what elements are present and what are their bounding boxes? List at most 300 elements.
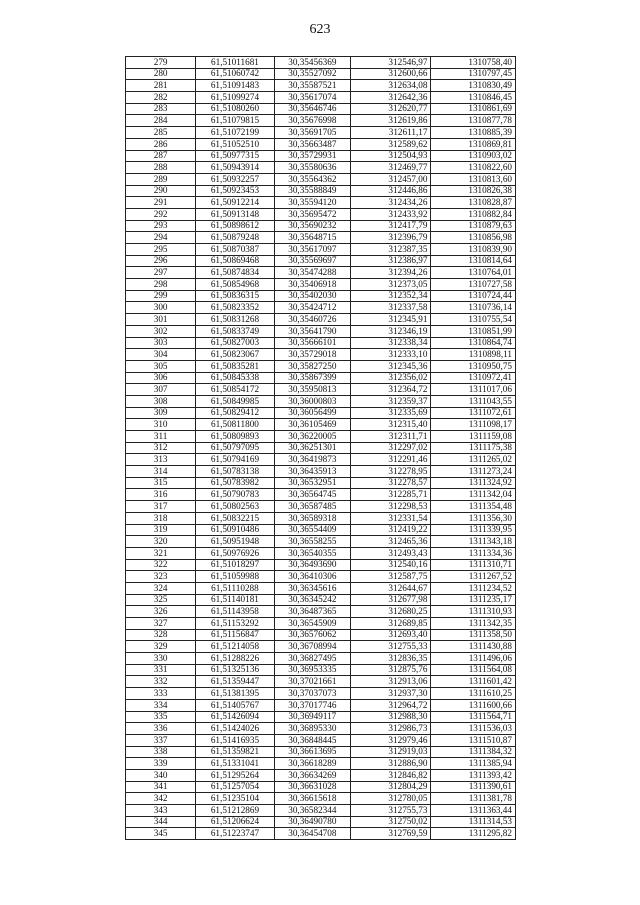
longitude-cell: 30,35663487 [274,138,350,150]
longitude-cell: 30,36056499 [274,407,350,419]
y-coordinate-cell: 1311510,87 [431,734,516,746]
point-number-cell: 333 [126,688,196,700]
longitude-cell: 30,35587521 [274,80,350,92]
x-coordinate-cell: 312937,30 [351,688,431,700]
latitude-cell: 61,51235104 [196,793,274,805]
table-row [126,244,516,256]
x-coordinate-cell: 312335,69 [351,407,431,419]
y-coordinate-cell: 1311267,52 [431,571,516,583]
table-row [126,793,516,805]
y-coordinate-cell: 1311354,48 [431,501,516,513]
latitude-cell: 61,51018297 [196,559,274,571]
x-coordinate-cell: 312364,72 [351,384,431,396]
y-coordinate-cell: 1311393,42 [431,769,516,781]
table-row [126,524,516,536]
table-row [126,571,516,583]
x-coordinate-cell: 312693,40 [351,629,431,641]
point-number-cell: 318 [126,512,196,524]
table-row [126,454,516,466]
x-coordinate-cell: 312619,86 [351,115,431,127]
longitude-cell: 30,36634269 [274,769,350,781]
y-coordinate-cell: 1310813,60 [431,173,516,185]
longitude-cell: 30,35729018 [274,349,350,361]
x-coordinate-cell: 312337,58 [351,302,431,314]
x-coordinate-cell: 312600,66 [351,68,431,80]
longitude-cell: 30,36631028 [274,781,350,793]
x-coordinate-cell: 312964,72 [351,699,431,711]
x-coordinate-cell: 312546,97 [351,57,431,69]
longitude-cell: 30,36589318 [274,512,350,524]
y-coordinate-cell: 1311159,08 [431,431,516,443]
latitude-cell: 61,51059988 [196,571,274,583]
x-coordinate-cell: 312755,33 [351,641,431,653]
x-coordinate-cell: 312387,35 [351,244,431,256]
x-coordinate-cell: 312346,19 [351,325,431,337]
point-number-cell: 324 [126,582,196,594]
x-coordinate-cell: 312846,82 [351,769,431,781]
point-number-cell: 317 [126,501,196,513]
longitude-cell: 30,37021661 [274,676,350,688]
latitude-cell: 61,51295264 [196,769,274,781]
y-coordinate-cell: 1310736,14 [431,302,516,314]
latitude-cell: 61,51156847 [196,629,274,641]
latitude-cell: 61,50874834 [196,267,274,279]
longitude-cell: 30,35460726 [274,314,350,326]
y-coordinate-cell: 1311273,24 [431,466,516,478]
point-number-cell: 329 [126,641,196,653]
table-row [126,197,516,209]
point-number-cell: 294 [126,232,196,244]
x-coordinate-cell: 312338,34 [351,337,431,349]
y-coordinate-cell: 1311536,03 [431,723,516,735]
table-row [126,758,516,770]
y-coordinate-cell: 1311310,71 [431,559,516,571]
y-coordinate-cell: 1311430,88 [431,641,516,653]
x-coordinate-cell: 312875,76 [351,664,431,676]
x-coordinate-cell: 312836,35 [351,653,431,665]
point-number-cell: 344 [126,816,196,828]
x-coordinate-cell: 312913,06 [351,676,431,688]
latitude-cell: 61,50977315 [196,150,274,162]
y-coordinate-cell: 1311356,30 [431,512,516,524]
longitude-cell: 30,35456369 [274,57,350,69]
point-number-cell: 304 [126,349,196,361]
y-coordinate-cell: 1310856,98 [431,232,516,244]
longitude-cell: 30,35527092 [274,68,350,80]
table-row [126,384,516,396]
latitude-cell: 61,50794169 [196,454,274,466]
x-coordinate-cell: 312493,43 [351,547,431,559]
point-number-cell: 325 [126,594,196,606]
latitude-cell: 61,51110288 [196,582,274,594]
point-number-cell: 327 [126,618,196,630]
point-number-cell: 282 [126,92,196,104]
x-coordinate-cell: 312419,22 [351,524,431,536]
point-number-cell: 322 [126,559,196,571]
point-number-cell: 326 [126,606,196,618]
latitude-cell: 61,50976926 [196,547,274,559]
table-row [126,138,516,150]
table-row [126,559,516,571]
longitude-cell: 30,35564362 [274,173,350,185]
longitude-cell: 30,36532951 [274,477,350,489]
table-row [126,477,516,489]
latitude-cell: 61,50823067 [196,349,274,361]
longitude-cell: 30,36345242 [274,594,350,606]
longitude-cell: 30,36848445 [274,734,350,746]
point-number-cell: 280 [126,68,196,80]
table-row [126,734,516,746]
point-number-cell: 290 [126,185,196,197]
point-number-cell: 298 [126,279,196,291]
point-number-cell: 291 [126,197,196,209]
point-number-cell: 315 [126,477,196,489]
y-coordinate-cell: 1311343,18 [431,536,516,548]
point-number-cell: 284 [126,115,196,127]
point-number-cell: 310 [126,419,196,431]
longitude-cell: 30,36419873 [274,454,350,466]
longitude-cell: 30,36545909 [274,618,350,630]
table-row [126,746,516,758]
y-coordinate-cell: 1311390,61 [431,781,516,793]
point-number-cell: 289 [126,173,196,185]
x-coordinate-cell: 312886,90 [351,758,431,770]
point-number-cell: 314 [126,466,196,478]
longitude-cell: 30,36827495 [274,653,350,665]
point-number-cell: 316 [126,489,196,501]
x-coordinate-cell: 312278,95 [351,466,431,478]
table-row [126,337,516,349]
table-row [126,255,516,267]
latitude-cell: 61,50797095 [196,442,274,454]
latitude-cell: 61,51206624 [196,816,274,828]
longitude-cell: 30,35594120 [274,197,350,209]
x-coordinate-cell: 312434,26 [351,197,431,209]
coordinates-table [125,56,516,840]
longitude-cell: 30,36493690 [274,559,350,571]
point-number-cell: 331 [126,664,196,676]
longitude-cell: 30,35729931 [274,150,350,162]
y-coordinate-cell: 1310972,41 [431,372,516,384]
x-coordinate-cell: 312589,62 [351,138,431,150]
y-coordinate-cell: 1310903,02 [431,150,516,162]
table-row [126,267,516,279]
table-row [126,173,516,185]
latitude-cell: 61,50932257 [196,173,274,185]
latitude-cell: 61,51416935 [196,734,274,746]
table-row [126,711,516,723]
y-coordinate-cell: 1311342,04 [431,489,516,501]
latitude-cell: 61,51212869 [196,805,274,817]
x-coordinate-cell: 312504,93 [351,150,431,162]
table-row [126,185,516,197]
y-coordinate-cell: 1311339,95 [431,524,516,536]
table-row [126,92,516,104]
x-coordinate-cell: 312373,05 [351,279,431,291]
y-coordinate-cell: 1311384,32 [431,746,516,758]
table-row [126,395,516,407]
longitude-cell: 30,35617074 [274,92,350,104]
table-row [126,629,516,641]
point-number-cell: 281 [126,80,196,92]
longitude-cell: 30,35588849 [274,185,350,197]
latitude-cell: 61,50833749 [196,325,274,337]
y-coordinate-cell: 1310851,99 [431,325,516,337]
x-coordinate-cell: 312689,85 [351,618,431,630]
latitude-cell: 61,50783138 [196,466,274,478]
x-coordinate-cell: 312750,02 [351,816,431,828]
y-coordinate-cell: 1311610,25 [431,688,516,700]
point-number-cell: 338 [126,746,196,758]
latitude-cell: 61,51060742 [196,68,274,80]
latitude-cell: 61,51257054 [196,781,274,793]
point-number-cell: 320 [126,536,196,548]
table-row [126,723,516,735]
longitude-cell: 30,36105469 [274,419,350,431]
x-coordinate-cell: 312315,40 [351,419,431,431]
x-coordinate-cell: 312677,98 [351,594,431,606]
table-row [126,594,516,606]
point-number-cell: 303 [126,337,196,349]
y-coordinate-cell: 1311265,02 [431,454,516,466]
longitude-cell: 30,36895330 [274,723,350,735]
y-coordinate-cell: 1311381,78 [431,793,516,805]
latitude-cell: 61,50809893 [196,431,274,443]
latitude-cell: 61,51426094 [196,711,274,723]
table-row [126,150,516,162]
x-coordinate-cell: 312919,03 [351,746,431,758]
latitude-cell: 61,50811800 [196,419,274,431]
longitude-cell: 30,35676998 [274,115,350,127]
longitude-cell: 30,36220005 [274,431,350,443]
point-number-cell: 319 [126,524,196,536]
table-row [126,279,516,291]
x-coordinate-cell: 312352,34 [351,290,431,302]
x-coordinate-cell: 312755,73 [351,805,431,817]
y-coordinate-cell: 1310950,75 [431,360,516,372]
point-number-cell: 330 [126,653,196,665]
y-coordinate-cell: 1310869,81 [431,138,516,150]
latitude-cell: 61,51011681 [196,57,274,69]
y-coordinate-cell: 1311295,82 [431,828,516,840]
longitude-cell: 30,35617097 [274,244,350,256]
latitude-cell: 61,50898612 [196,220,274,232]
table-row [126,127,516,139]
latitude-cell: 61,50823352 [196,302,274,314]
latitude-cell: 61,50836315 [196,290,274,302]
table-row [126,431,516,443]
table-row [126,816,516,828]
latitude-cell: 61,51072199 [196,127,274,139]
x-coordinate-cell: 312297,02 [351,442,431,454]
point-number-cell: 288 [126,162,196,174]
longitude-cell: 30,37037073 [274,688,350,700]
longitude-cell: 30,35402030 [274,290,350,302]
table-row [126,80,516,92]
longitude-cell: 30,35641790 [274,325,350,337]
x-coordinate-cell: 312620,77 [351,103,431,115]
y-coordinate-cell: 1311496,06 [431,653,516,665]
latitude-cell: 61,51424026 [196,723,274,735]
y-coordinate-cell: 1310839,90 [431,244,516,256]
table-row [126,208,516,220]
table-row [126,57,516,69]
y-coordinate-cell: 1310758,40 [431,57,516,69]
table-row [126,442,516,454]
table-row [126,676,516,688]
y-coordinate-cell: 1311324,92 [431,477,516,489]
latitude-cell: 61,50854172 [196,384,274,396]
latitude-cell: 61,50831268 [196,314,274,326]
y-coordinate-cell: 1311564,71 [431,711,516,723]
y-coordinate-cell: 1311600,66 [431,699,516,711]
x-coordinate-cell: 312356,02 [351,372,431,384]
page-number: 623 [309,22,331,37]
latitude-cell: 61,50802563 [196,501,274,513]
point-number-cell: 295 [126,244,196,256]
longitude-cell: 30,35695472 [274,208,350,220]
table-row [126,162,516,174]
longitude-cell: 30,36487365 [274,606,350,618]
x-coordinate-cell: 312587,75 [351,571,431,583]
latitude-cell: 61,51052510 [196,138,274,150]
y-coordinate-cell: 1311310,93 [431,606,516,618]
table-row [126,664,516,676]
x-coordinate-cell: 312417,79 [351,220,431,232]
longitude-cell: 30,36540355 [274,547,350,559]
y-coordinate-cell: 1311234,52 [431,582,516,594]
coordinates-table-body [126,57,516,840]
point-number-cell: 300 [126,302,196,314]
table-row [126,688,516,700]
latitude-cell: 61,51405767 [196,699,274,711]
latitude-cell: 61,51359821 [196,746,274,758]
y-coordinate-cell: 1311358,50 [431,629,516,641]
latitude-cell: 61,50951948 [196,536,274,548]
x-coordinate-cell: 312611,17 [351,127,431,139]
point-number-cell: 283 [126,103,196,115]
point-number-cell: 340 [126,769,196,781]
y-coordinate-cell: 1310882,84 [431,208,516,220]
point-number-cell: 313 [126,454,196,466]
point-number-cell: 293 [126,220,196,232]
latitude-cell: 61,51359447 [196,676,274,688]
x-coordinate-cell: 312311,71 [351,431,431,443]
x-coordinate-cell: 312804,29 [351,781,431,793]
table-row [126,407,516,419]
y-coordinate-cell: 1310879,63 [431,220,516,232]
longitude-cell: 30,36949117 [274,711,350,723]
latitude-cell: 61,50943914 [196,162,274,174]
longitude-cell: 30,35569697 [274,255,350,267]
table-row [126,699,516,711]
table-row [126,466,516,478]
point-number-cell: 286 [126,138,196,150]
latitude-cell: 61,50869468 [196,255,274,267]
y-coordinate-cell: 1311314,53 [431,816,516,828]
y-coordinate-cell: 1311098,17 [431,419,516,431]
x-coordinate-cell: 312540,16 [351,559,431,571]
y-coordinate-cell: 1311017,06 [431,384,516,396]
longitude-cell: 30,36708994 [274,641,350,653]
longitude-cell: 30,36618289 [274,758,350,770]
point-number-cell: 332 [126,676,196,688]
y-coordinate-cell: 1311601,42 [431,676,516,688]
latitude-cell: 61,51325136 [196,664,274,676]
longitude-cell: 30,36410306 [274,571,350,583]
point-number-cell: 323 [126,571,196,583]
point-number-cell: 287 [126,150,196,162]
x-coordinate-cell: 312345,91 [351,314,431,326]
y-coordinate-cell: 1311564,08 [431,664,516,676]
table-row [126,618,516,630]
latitude-cell: 61,50849985 [196,395,274,407]
table-row [126,781,516,793]
x-coordinate-cell: 312780,05 [351,793,431,805]
y-coordinate-cell: 1311235,17 [431,594,516,606]
table-row [126,290,516,302]
point-number-cell: 312 [126,442,196,454]
longitude-cell: 30,36564745 [274,489,350,501]
table-row [126,641,516,653]
table-row [126,489,516,501]
table-row [126,501,516,513]
x-coordinate-cell: 312634,08 [351,80,431,92]
latitude-cell: 61,51288226 [196,653,274,665]
table-row [126,536,516,548]
x-coordinate-cell: 312331,54 [351,512,431,524]
y-coordinate-cell: 1310846,45 [431,92,516,104]
y-coordinate-cell: 1310898,11 [431,349,516,361]
point-number-cell: 311 [126,431,196,443]
point-number-cell: 334 [126,699,196,711]
x-coordinate-cell: 312291,46 [351,454,431,466]
latitude-cell: 61,50913148 [196,208,274,220]
point-number-cell: 342 [126,793,196,805]
latitude-cell: 61,50912214 [196,197,274,209]
latitude-cell: 61,50829412 [196,407,274,419]
x-coordinate-cell: 312769,59 [351,828,431,840]
y-coordinate-cell: 1310814,64 [431,255,516,267]
longitude-cell: 30,35646746 [274,103,350,115]
x-coordinate-cell: 312433,92 [351,208,431,220]
y-coordinate-cell: 1310830,49 [431,80,516,92]
point-number-cell: 296 [126,255,196,267]
y-coordinate-cell: 1310826,38 [431,185,516,197]
point-number-cell: 337 [126,734,196,746]
y-coordinate-cell: 1310828,87 [431,197,516,209]
y-coordinate-cell: 1311385,94 [431,758,516,770]
table-row [126,653,516,665]
longitude-cell: 30,35691705 [274,127,350,139]
point-number-cell: 341 [126,781,196,793]
point-number-cell: 302 [126,325,196,337]
longitude-cell: 30,35406918 [274,279,350,291]
latitude-cell: 61,51331041 [196,758,274,770]
x-coordinate-cell: 312394,26 [351,267,431,279]
table-row [126,582,516,594]
longitude-cell: 30,36345616 [274,582,350,594]
longitude-cell: 30,35690232 [274,220,350,232]
latitude-cell: 61,51079815 [196,115,274,127]
longitude-cell: 30,36615618 [274,793,350,805]
x-coordinate-cell: 312457,00 [351,173,431,185]
x-coordinate-cell: 312446,86 [351,185,431,197]
longitude-cell: 30,36953335 [274,664,350,676]
longitude-cell: 30,36490780 [274,816,350,828]
longitude-cell: 30,36251301 [274,442,350,454]
point-number-cell: 301 [126,314,196,326]
